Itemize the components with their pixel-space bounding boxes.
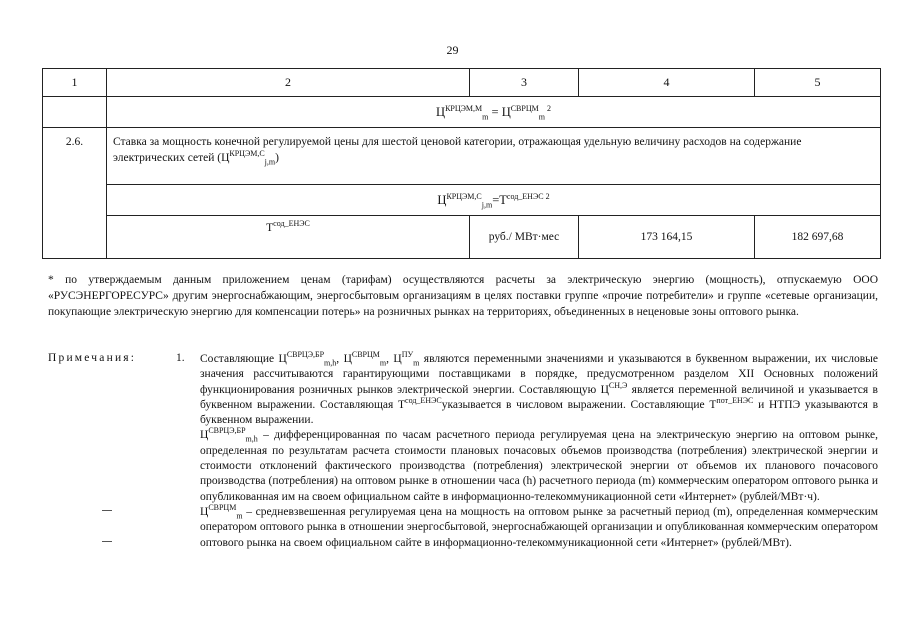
formula-1: $Ц^{КРЦЭМ,М}_m = Ц^{СВРЦМ}_m$ $^2$	[107, 97, 881, 128]
note-paragraph-3: $Ц^{СВРЦМ}_m$ – средневзвешенная регулируемая цена на мощность на оптовом рынке за расчетный период (m), определенная коммерческим оператором оптового рынка в отношении энергосбытовой, энергоснабжающей организации и опубликованная коммерческим оператором оптового рынка на своем официальном сайте в информационно-телекоммуникационной сети «Интернет» (рублей/МВт).	[200, 503, 878, 549]
note-paragraph-1: Составляющие $Ц^{СВРЦЭ,БР}_{m,h}$, $Ц^{СВРЦМ}_m$, $Ц^{ПУ}_m$ являются переменными значениями и указываются в буквенном выражении, их числовые значения рассчитываются гарантирующими поставщиками в порядке, предусмотренном разделом XII Основных положений функционирования розничных рынков электрической энергии. Составляющую $Ц^{СН,Э}$ является переменной величиной и указывается в буквенном выражении. Составляющая $Т^{сод\_ЕНЭС}указывается$ в числовом выражении. Составляющие $Т^{пот\_ЕНЭС}$ и НТПЭ указываются в буквенном выражении.	[200, 350, 879, 427]
page-number: 29	[446, 43, 459, 57]
empty-cell	[43, 97, 107, 128]
footnote: * по утверждаемым данным приложением ценам (тарифам) осуществляются расчеты за электрическую энергию (мощность), отпускаемую ООО «РУСЭНЕРГОРЕСУРС» другим энергоснабжающим, энергосбытовым организациям в целях поставки группе «прочие потребители» и группе «сетевые организации, покупающие электрическую энергию для компенсации потерь» на розничных рынках на территориях, объединенных в неценовые зоны оптового рынка.	[48, 274, 878, 318]
formula-2: $Ц^{КРЦЭМ,С}_{j,m}=Т^{сод\_ЕНЭС}$ $^2$	[107, 185, 881, 216]
value-cell-1: 173 164,15	[579, 216, 755, 259]
note-paragraph-2: $Ц^{СВРЦЭ,БР}_{m,h}$ – дифференцированная по часам расчетного периода регулируемая цена на электрическую энергию на оптовом рынке, определенная по результатам расчета стоимости плановых почасовых объемов производства (потребления) электрической энергии и стоимости отклонений фактического производства (потребления) электрической энергии от объемов их планового почасового производства (потребления) на оптовом рынке в отношении часа (h) расчетного периода (m) коммерческим оператором оптового рынка и опубликованная им на своем официальном сайте в информационно-телекоммуникационной сети «Интернет» (рублей/МВт·ч).	[200, 426, 878, 503]
row-description: Ставка за мощность конечной регулируемой цены для шестой ценовой категории, отражающая удельную величину расходов на содержание электрических сетей $(Ц^{КРЦЭМ,С}_{j,m})$	[107, 128, 881, 185]
col-header-1: 1	[43, 69, 107, 97]
value-cell-2: 182 697,68	[755, 216, 881, 259]
table-row	[43, 128, 881, 185]
margin-mark	[102, 541, 112, 542]
col-header-4: 4	[579, 69, 755, 97]
col-header-2: 2	[107, 69, 470, 97]
unit-cell: руб./ МВт·мес	[470, 216, 579, 259]
tariff-table	[42, 68, 881, 259]
formula-row-1	[43, 97, 881, 128]
margin-mark	[102, 510, 112, 511]
formula-row-2	[43, 185, 881, 216]
data-name-cell: $Т^{сод\_ЕНЭС}$	[107, 216, 470, 259]
col-header-5: 5	[755, 69, 881, 97]
data-row	[43, 216, 881, 259]
notes-body	[200, 352, 878, 551]
notes-item-number: 1.	[176, 352, 185, 364]
notes-label: Примечания:	[48, 352, 137, 364]
col-header-3: 3	[470, 69, 579, 97]
table-header-row	[43, 69, 881, 97]
row-number: 2.6.	[43, 128, 107, 259]
